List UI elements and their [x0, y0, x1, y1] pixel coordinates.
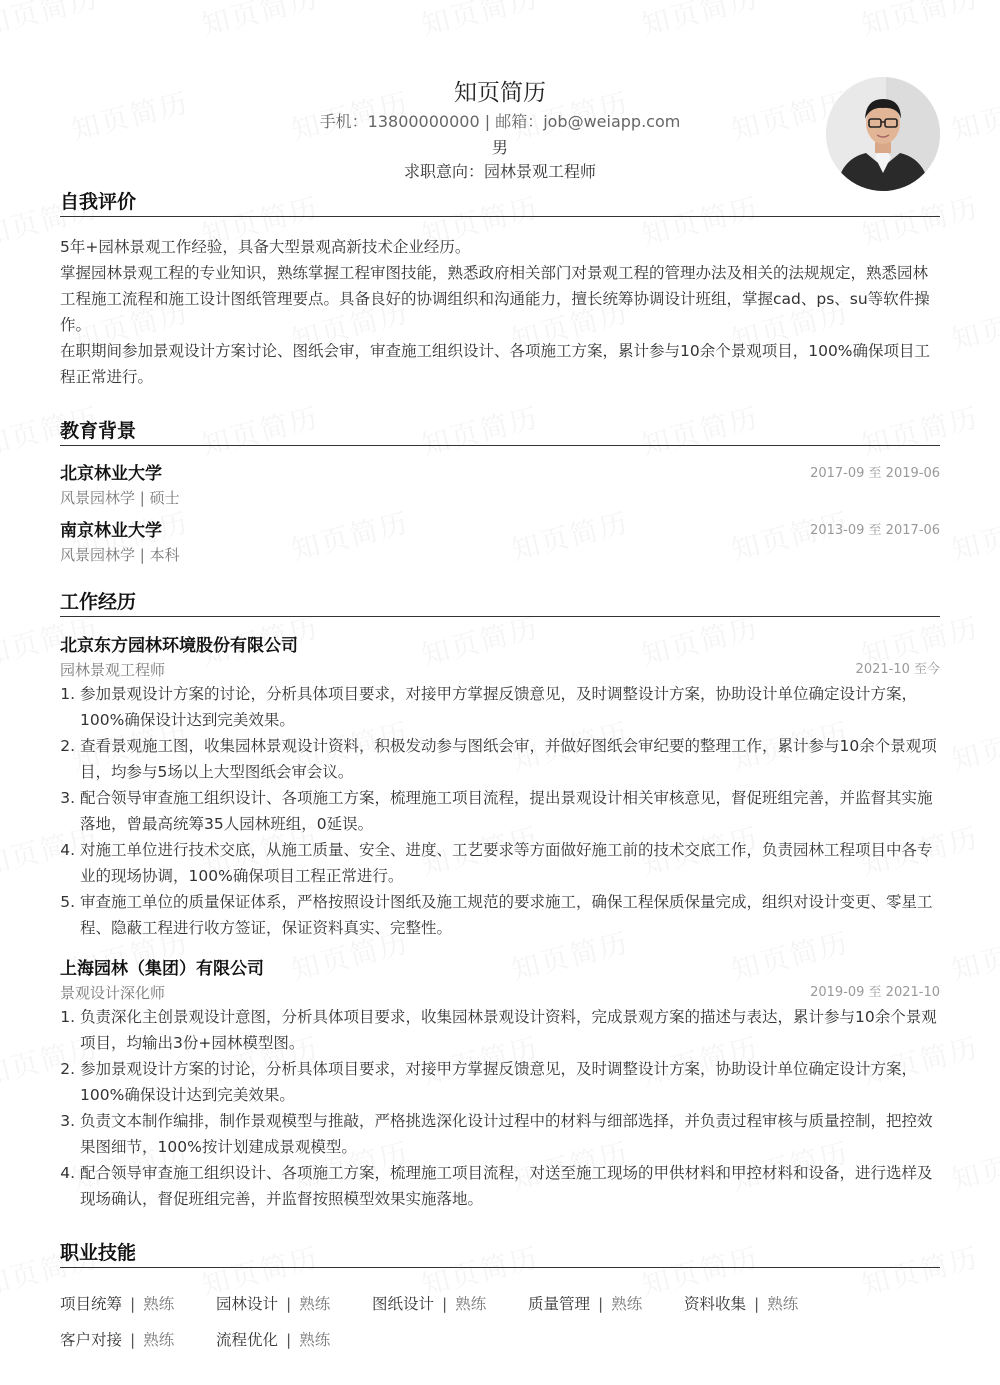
gender: 男 — [491, 138, 508, 157]
self-eval-body — [60, 234, 940, 390]
duty-item: 2. 参加景观设计方案的讨论，分析具体项目要求，对接甲方掌握反馈意见，及时调整设计方案，协助设计单位确定设计方案，100%确保设计达到完美效果。 — [80, 1056, 940, 1108]
education-date: 2017-09 至 2019-06 — [810, 466, 940, 481]
section-title-education: 教育背景 — [60, 419, 940, 446]
self-eval-paragraph: 5年+园林景观工作经验，具备大型景观高新技术企业经历。 — [60, 238, 471, 256]
watermark-text — [947, 291, 1000, 359]
company-name: 上海园林（集团）有限公司 — [60, 959, 264, 979]
watermark-text — [0, 0, 103, 44]
skill-level: 熟练 — [299, 1295, 331, 1313]
watermark-text — [857, 0, 983, 44]
skill-separator: | — [286, 1295, 292, 1313]
duty-item: 1. 负责深化主创景观设计意图，分析具体项目要求，收集园林景观设计资料，完成景观方案的描述与表达，累计参与10余个景观项目，均输出3份+园林模型图。 — [80, 1004, 940, 1056]
education-major: 风景园林学 | 硕士 — [60, 489, 180, 507]
skill-item — [216, 1322, 372, 1358]
education-major: 风景园林学 | 本科 — [60, 546, 180, 564]
skill-item — [216, 1286, 372, 1322]
skill-separator: | — [598, 1295, 604, 1313]
skill-name: 质量管理 — [528, 1295, 591, 1313]
skill-level: 熟练 — [455, 1295, 487, 1313]
skill-name: 项目统筹 — [60, 1295, 123, 1313]
education-date: 2013-09 至 2017-06 — [810, 523, 940, 538]
duty-item: 5. 审查施工单位的质量保证体系，严格按照设计图纸及施工规范的要求施工，确保工程保质保量完成，组织对设计变更、零星工程、隐蔽工程进行收方签证，保证资料真实、完整性。 — [80, 889, 940, 941]
education-item — [60, 462, 940, 510]
job-entry — [60, 956, 940, 1212]
skill-item — [372, 1286, 528, 1322]
skill-separator: | — [286, 1331, 292, 1349]
skill-separator: | — [442, 1295, 448, 1313]
skill-level: 熟练 — [611, 1295, 643, 1313]
skills-list — [60, 1286, 940, 1358]
self-eval-paragraph: 在职期间参加景观设计方案讨论、图纸会审，审查施工组织设计、各项施工方案，累计参与10余个景观项目，100%确保项目工程正常进行。 — [60, 342, 931, 386]
company-name: 北京东方园林环境股份有限公司 — [60, 636, 298, 656]
watermark-text — [947, 711, 1000, 779]
job-date: 2021-10 至今 — [855, 662, 940, 677]
watermark-text — [947, 921, 1000, 989]
watermark-text — [197, 0, 323, 44]
contact-info: 手机：13800000000 | 邮箱：job@weiapp.com — [319, 112, 681, 131]
duty-item: 4. 配合领导审查施工组织设计、各项施工方案，梳理施工项目流程，对送至施工现场的甲供材料和甲控材料和设备，进行选样及现场确认，督促班组完善，并监督按照模型效果实施落地。 — [80, 1160, 940, 1212]
watermark-text — [637, 0, 763, 44]
duty-item: 3. 负责文本制作编排，制作景观模型与推敲，严格挑选深化设计过程中的材料与细部选择，并负责过程审核与质量控制，把控效果图细节，100%按计划建成景观模型。 — [80, 1108, 940, 1160]
avatar — [826, 77, 940, 191]
skill-name: 资料收集 — [684, 1295, 747, 1313]
job-entry — [60, 633, 940, 941]
education-item — [60, 519, 940, 567]
skill-name: 图纸设计 — [372, 1295, 435, 1313]
skill-item — [60, 1322, 216, 1358]
job-role-row — [60, 659, 940, 681]
duty-list — [60, 1004, 940, 1212]
watermark-text — [947, 1131, 1000, 1199]
section-title-self-eval: 自我评价 — [60, 190, 940, 217]
skill-name: 客户对接 — [60, 1331, 123, 1349]
skill-level: 熟练 — [299, 1331, 331, 1349]
watermark-text — [417, 0, 543, 44]
school-name: 北京林业大学 — [60, 464, 162, 484]
school-name: 南京林业大学 — [60, 521, 162, 541]
duty-item: 1. 参加景观设计方案的讨论，分析具体项目要求，对接甲方掌握反馈意见，及时调整设计方案，协助设计单位确定设计方案，100%确保设计达到完美效果。 — [80, 681, 940, 733]
skill-separator: | — [130, 1331, 136, 1349]
duty-list — [60, 681, 940, 941]
job-role: 园林景观工程师 — [60, 661, 166, 679]
watermark-text — [947, 501, 1000, 569]
skill-item — [528, 1286, 684, 1322]
duty-item: 3. 配合领导审查施工组织设计、各项施工方案，梳理施工项目流程，提出景观设计相关审核意见，督促班组完善，并监督其实施落地，曾最高统筹35人园林班组，0延误。 — [80, 785, 940, 837]
candidate-name: 知页简历 — [454, 80, 546, 106]
skill-level: 熟练 — [143, 1295, 175, 1313]
duty-item: 4. 对施工单位进行技术交底，从施工质量、安全、进度、工艺要求等方面做好施工前的技术交底工作，负责园林工程项目中各专业的现场协调，100%确保项目工程正常进行。 — [80, 837, 940, 889]
skill-item — [60, 1286, 216, 1322]
skill-item — [684, 1286, 840, 1322]
skill-separator: | — [130, 1295, 136, 1313]
skill-separator: | — [754, 1295, 760, 1313]
self-eval-paragraph: 掌握园林景观工程的专业知识，熟练掌握工程审图技能，熟悉政府相关部门对景观工程的管理办法及相关的法规规定，熟悉园林工程施工流程和施工设计图纸管理要点。具备良好的协调组织和沟通能力，擅长统筹协调设计班组，掌握cad、ps、su等软件操作。 — [60, 264, 930, 334]
section-title-work: 工作经历 — [60, 590, 940, 617]
job-intent: 求职意向：园林景观工程师 — [403, 162, 596, 181]
skill-level: 熟练 — [767, 1295, 799, 1313]
skill-level: 熟练 — [143, 1331, 175, 1349]
skill-name: 流程优化 — [216, 1331, 279, 1349]
avatar-photo-icon — [826, 77, 940, 191]
job-role: 景观设计深化师 — [60, 984, 166, 1002]
skill-name: 园林设计 — [216, 1295, 279, 1313]
section-title-skills: 职业技能 — [60, 1241, 940, 1268]
job-role-row — [60, 982, 940, 1004]
duty-item: 2. 查看景观施工图，收集园林景观设计资料，积极发动参与图纸会审，并做好图纸会审纪要的整理工作，累计参与10余个景观项目，均参与5场以上大型图纸会审会议。 — [80, 733, 940, 785]
job-date: 2019-09 至 2021-10 — [810, 985, 940, 1000]
